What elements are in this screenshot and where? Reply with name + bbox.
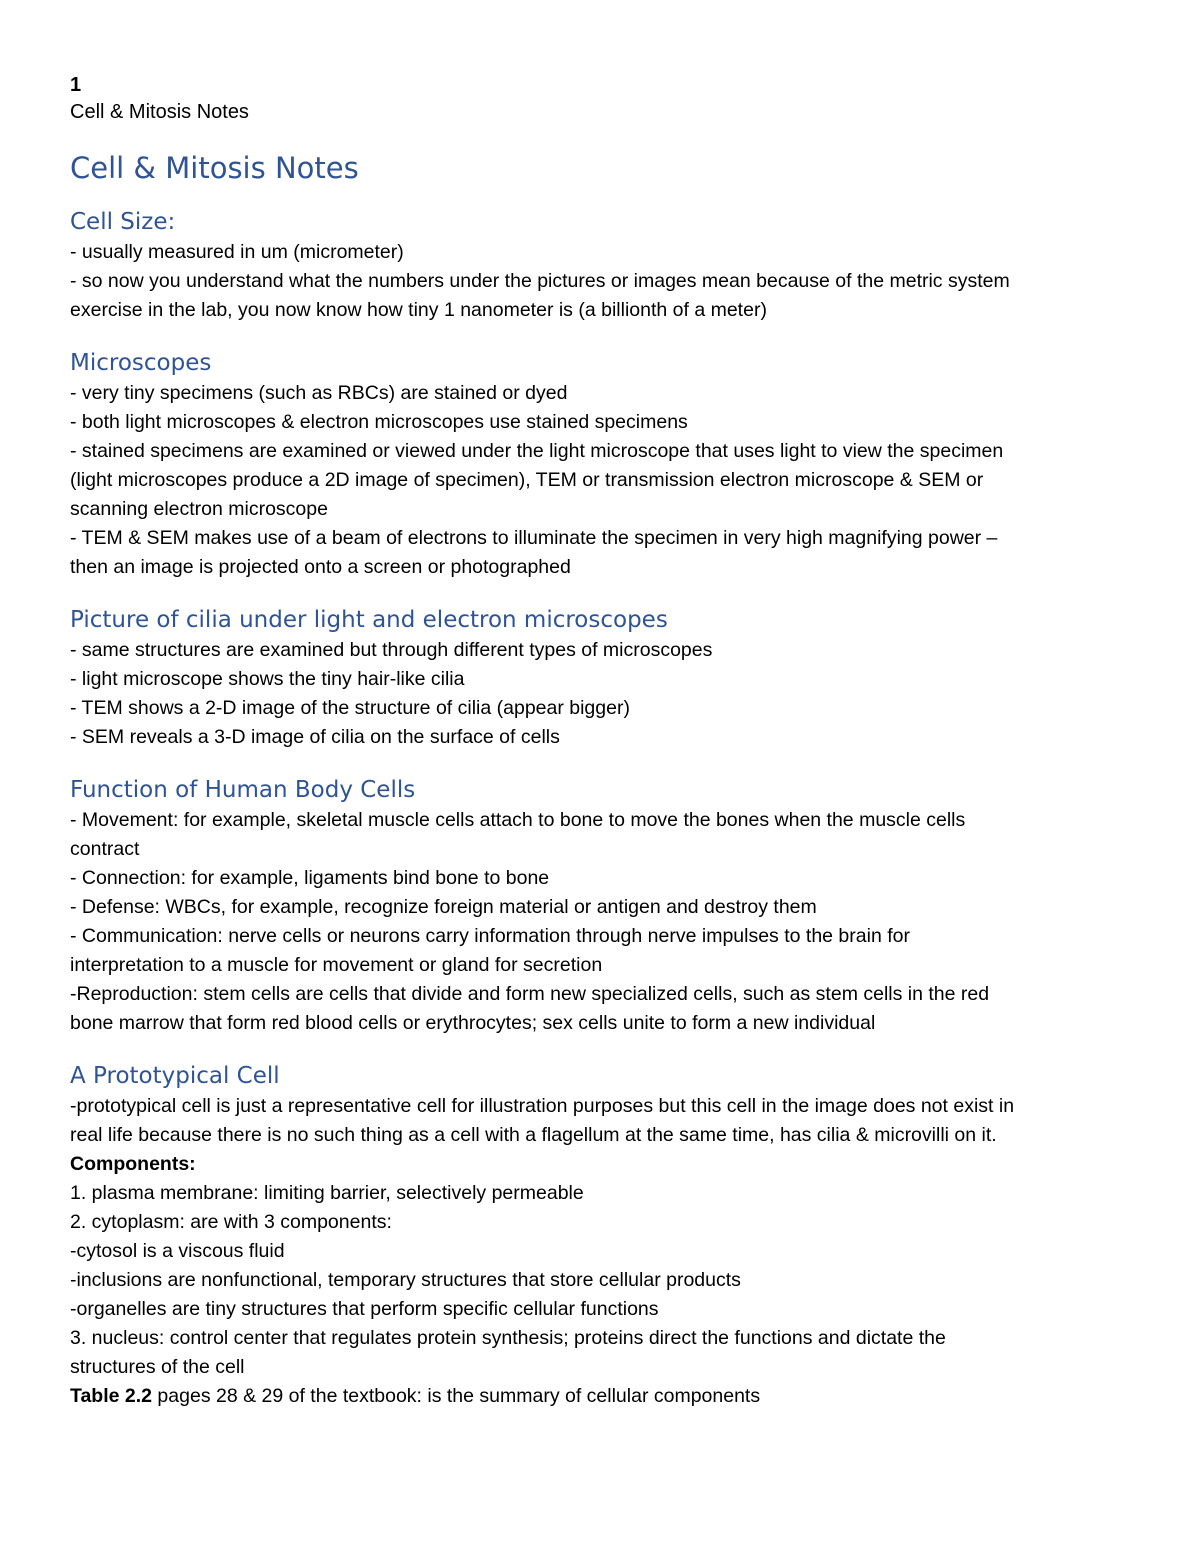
text-line: 1. plasma membrane: limiting barrier, selectively permeable: [70, 1182, 584, 1204]
text-line: - so now you understand what the numbers under the pictures or images mean because of the metric system: [70, 270, 1010, 292]
text-line: -inclusions are nonfunctional, temporary structures that store cellular products: [70, 1269, 741, 1291]
text-line: - TEM shows a 2-D image of the structure of cilia (appear bigger): [70, 697, 630, 719]
text-line: (light microscopes produce a 2D image of specimen), TEM or transmission electron microscope & SEM or: [70, 469, 984, 491]
text-line: - TEM & SEM makes use of a beam of electrons to illuminate the specimen in very high magnifying power –: [70, 527, 998, 549]
text-line: - same structures are examined but through different types of microscopes: [70, 639, 713, 661]
section-heading: Cell Size:: [70, 209, 176, 235]
section-heading: Picture of cilia under light and electron microscopes: [70, 607, 668, 633]
section-heading: Microscopes: [70, 350, 212, 376]
table-reference-text: pages 28 & 29 of the textbook: is the summary of cellular components: [152, 1385, 761, 1407]
text-line: real life because there is no such thing as a cell with a flagellum at the same time, has cilia & microvilli on it.: [70, 1124, 997, 1146]
text-line: - stained specimens are examined or viewed under the light microscope that uses light to view the specimen: [70, 440, 1004, 462]
section-cell-size: [70, 206, 1130, 325]
text-line: then an image is projected onto a screen or photographed: [70, 556, 571, 578]
text-line: -cytosol is a viscous fluid: [70, 1240, 285, 1262]
section-heading: Function of Human Body Cells: [70, 777, 416, 803]
text-line: structures of the cell: [70, 1356, 245, 1378]
section-cilia: [70, 604, 1130, 752]
text-line: -organelles are tiny structures that perform specific cellular functions: [70, 1298, 659, 1320]
text-line: - Communication: nerve cells or neurons carry information through nerve impulses to the brain for: [70, 925, 910, 947]
text-line: - usually measured in um (micrometer): [70, 241, 404, 263]
page-number: 1: [70, 74, 82, 96]
text-line: -prototypical cell is just a representative cell for illustration purposes but this cell in the image does not exist in: [70, 1095, 1015, 1117]
section-prototypical-cell: [70, 1060, 1130, 1411]
text-line: contract: [70, 838, 140, 860]
section-functions: [70, 774, 1130, 1038]
table-reference: [70, 1382, 1130, 1411]
text-line: - both light microscopes & electron microscopes use stained specimens: [70, 411, 688, 433]
text-line: 3. nucleus: control center that regulates protein synthesis; proteins direct the functions and dictate the: [70, 1327, 946, 1349]
text-line: 2. cytoplasm: are with 3 components:: [70, 1211, 392, 1233]
text-line: interpretation to a muscle for movement or gland for secretion: [70, 954, 603, 976]
text-line: bone marrow that form red blood cells or erythrocytes; sex cells unite to form a new individual: [70, 1012, 876, 1034]
document-title: Cell & Mitosis Notes: [70, 151, 359, 185]
running-title: Cell & Mitosis Notes: [70, 101, 249, 123]
text-line: exercise in the lab, you now know how tiny 1 nanometer is (a billionth of a meter): [70, 299, 767, 321]
section-microscopes: [70, 347, 1130, 582]
text-line: scanning electron microscope: [70, 498, 328, 520]
text-line: - Movement: for example, skeletal muscle cells attach to bone to move the bones when the muscle cells: [70, 809, 966, 831]
components-label: Components:: [70, 1153, 196, 1175]
text-line: -Reproduction: stem cells are cells that divide and form new specialized cells, such as stem cells in the red: [70, 983, 990, 1005]
text-line: - light microscope shows the tiny hair-like cilia: [70, 668, 465, 690]
text-line: - SEM reveals a 3-D image of cilia on the surface of cells: [70, 726, 560, 748]
table-reference-label: Table 2.2: [70, 1385, 153, 1407]
text-line: - very tiny specimens (such as RBCs) are stained or dyed: [70, 382, 568, 404]
section-heading: A Prototypical Cell: [70, 1063, 280, 1089]
text-line: - Defense: WBCs, for example, recognize foreign material or antigen and destroy them: [70, 896, 817, 918]
text-line: - Connection: for example, ligaments bind bone to bone: [70, 867, 550, 889]
